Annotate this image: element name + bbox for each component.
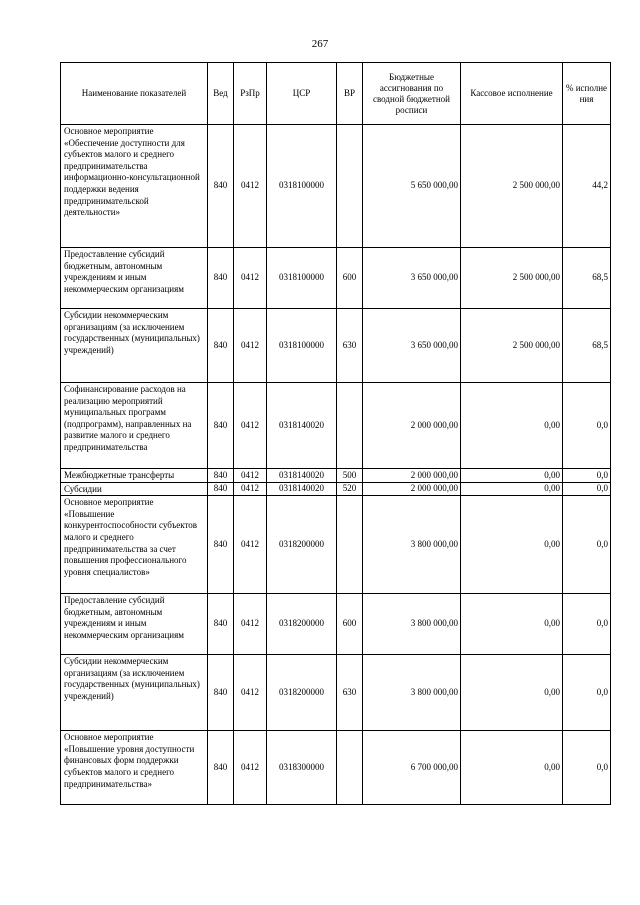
row-budget: 3 650 000,00 [363, 248, 461, 309]
row-percent: 0,0 [563, 496, 611, 594]
row-csr: 0318200000 [267, 594, 337, 655]
table-row [61, 125, 611, 248]
table-header-row [61, 63, 611, 125]
row-budget: 3 650 000,00 [363, 309, 461, 383]
row-cash: 0,00 [461, 496, 563, 594]
row-percent: 0,0 [563, 469, 611, 483]
header-budget: Бюджетные ассигнования по сводной бюджетной росписи [363, 63, 461, 125]
row-rzpr: 0412 [234, 731, 267, 805]
row-csr: 0318140020 [267, 469, 337, 483]
row-vr: 630 [337, 309, 363, 383]
header-csr: ЦСР [267, 63, 337, 125]
row-ved: 840 [208, 594, 234, 655]
row-name: Субсидии некоммерческим организациям (за исключением государственных (муниципальных) учреждений) [61, 309, 208, 383]
row-vr [337, 731, 363, 805]
row-budget: 3 800 000,00 [363, 655, 461, 731]
row-rzpr: 0412 [234, 594, 267, 655]
budget-execution-table [60, 62, 611, 805]
row-name: Основное мероприятие «Повышение уровня доступности финансовых форм поддержки субъектов малого и среднего предпринимательства» [61, 731, 208, 805]
row-name: Предоставление субсидий бюджетным, автономным учреждениям и иным некоммерческим организациям [61, 594, 208, 655]
row-name: Основное мероприятие «Обеспечение доступности для субъектов малого и среднего предпринимательства информационно-консультационной поддержки ведения предпринимательской деятельности» [61, 125, 208, 248]
row-csr: 0318140020 [267, 383, 337, 469]
row-vr [337, 125, 363, 248]
row-rzpr: 0412 [234, 248, 267, 309]
row-budget: 2 000 000,00 [363, 469, 461, 483]
row-percent: 44,2 [563, 125, 611, 248]
row-ved: 840 [208, 655, 234, 731]
row-csr: 0318200000 [267, 655, 337, 731]
table-row [61, 383, 611, 469]
header-cash: Кассовое исполнение [461, 63, 563, 125]
row-ved: 840 [208, 309, 234, 383]
row-budget: 3 800 000,00 [363, 594, 461, 655]
table-row [61, 248, 611, 309]
row-percent: 0,0 [563, 482, 611, 496]
header-name: Наименование показателей [61, 63, 208, 125]
row-ved: 840 [208, 125, 234, 248]
row-cash: 2 500 000,00 [461, 125, 563, 248]
row-percent: 0,0 [563, 594, 611, 655]
row-percent: 0,0 [563, 731, 611, 805]
row-ved: 840 [208, 248, 234, 309]
row-vr: 600 [337, 248, 363, 309]
row-cash: 0,00 [461, 482, 563, 496]
header-ved: Вед [208, 63, 234, 125]
row-csr: 0318100000 [267, 248, 337, 309]
row-budget: 3 800 000,00 [363, 496, 461, 594]
row-vr: 520 [337, 482, 363, 496]
row-cash: 2 500 000,00 [461, 309, 563, 383]
row-csr: 0318200000 [267, 496, 337, 594]
row-ved: 840 [208, 383, 234, 469]
row-rzpr: 0412 [234, 309, 267, 383]
row-budget: 2 000 000,00 [363, 383, 461, 469]
page-number: 267 [311, 38, 329, 50]
row-cash: 0,00 [461, 594, 563, 655]
table-row [61, 309, 611, 383]
row-csr: 0318140020 [267, 482, 337, 496]
row-csr: 0318100000 [267, 309, 337, 383]
row-name: Софинансирование расходов на реализацию мероприятий муниципальных программ (подпрограмм), направленных на развитие малого и среднего предпринимательства [61, 383, 208, 469]
row-rzpr: 0412 [234, 383, 267, 469]
row-vr [337, 496, 363, 594]
header-rzpr: РзПр [234, 63, 267, 125]
header-percent: % исполне ния [563, 63, 611, 125]
row-cash: 0,00 [461, 655, 563, 731]
row-percent: 68,5 [563, 309, 611, 383]
table-row [61, 655, 611, 731]
row-vr: 500 [337, 469, 363, 483]
row-percent: 68,5 [563, 248, 611, 309]
row-cash: 0,00 [461, 731, 563, 805]
row-csr: 0318300000 [267, 731, 337, 805]
row-budget: 6 700 000,00 [363, 731, 461, 805]
row-percent: 0,0 [563, 655, 611, 731]
row-rzpr: 0412 [234, 125, 267, 248]
row-cash: 0,00 [461, 383, 563, 469]
row-rzpr: 0412 [234, 469, 267, 483]
row-name: Межбюджетные трансферты [61, 469, 208, 483]
row-csr: 0318100000 [267, 125, 337, 248]
row-name: Субсидии [61, 482, 208, 496]
table-row [61, 469, 611, 483]
row-vr: 630 [337, 655, 363, 731]
row-ved: 840 [208, 731, 234, 805]
row-cash: 2 500 000,00 [461, 248, 563, 309]
row-vr [337, 383, 363, 469]
row-ved: 840 [208, 496, 234, 594]
table-row [61, 482, 611, 496]
row-cash: 0,00 [461, 469, 563, 483]
row-percent: 0,0 [563, 383, 611, 469]
row-budget: 2 000 000,00 [363, 482, 461, 496]
row-ved: 840 [208, 469, 234, 483]
header-vr: ВР [337, 63, 363, 125]
row-rzpr: 0412 [234, 496, 267, 594]
row-rzpr: 0412 [234, 655, 267, 731]
row-vr: 600 [337, 594, 363, 655]
row-name: Предоставление субсидий бюджетным, автономным учреждениям и иным некоммерческим организациям [61, 248, 208, 309]
table-row [61, 594, 611, 655]
row-name: Субсидии некоммерческим организациям (за исключением государственных (муниципальных) учреждений) [61, 655, 208, 731]
row-budget: 5 650 000,00 [363, 125, 461, 248]
table-row [61, 496, 611, 594]
row-name: Основное мероприятие «Повышение конкурентоспособности субъектов малого и среднего предпринимательства за счет повышения профессионального уровня специалистов» [61, 496, 208, 594]
table-row [61, 731, 611, 805]
row-ved: 840 [208, 482, 234, 496]
row-rzpr: 0412 [234, 482, 267, 496]
